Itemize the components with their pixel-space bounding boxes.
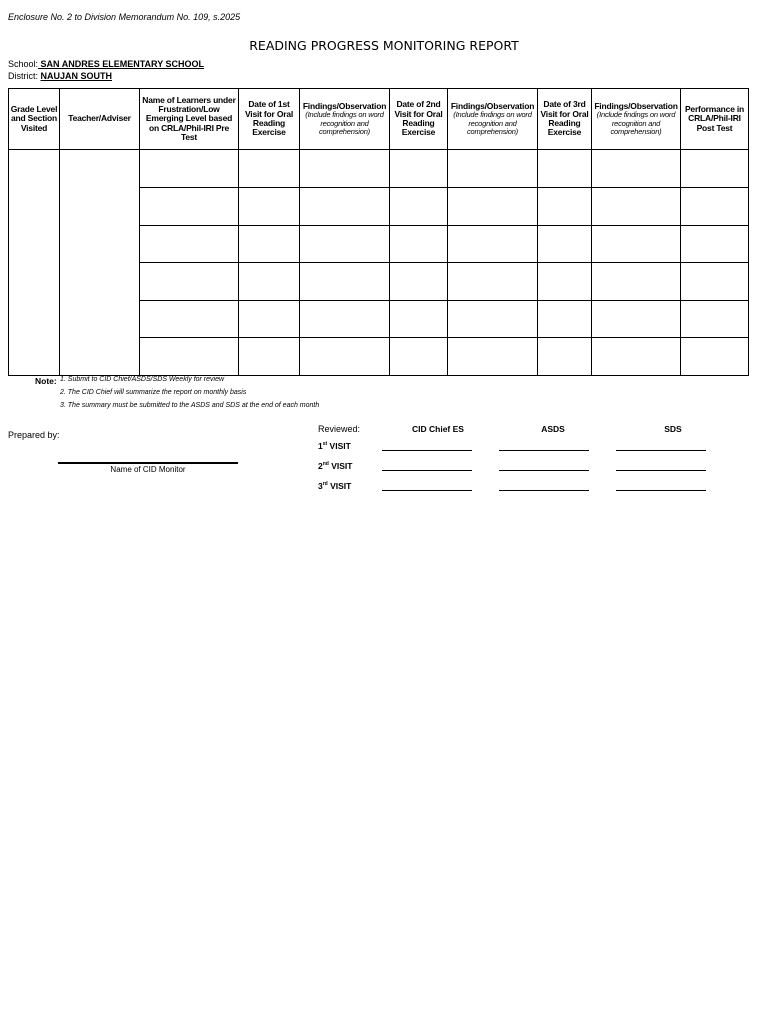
monitor-signature-line [58, 462, 238, 464]
note-item: 1. Submit to CID Chief/ASDS/SDS Weekly for review [60, 376, 225, 383]
table-cell[interactable] [592, 188, 681, 226]
table-cell[interactable] [681, 338, 749, 376]
column-header: Performance in CRLA/Phil-IRI Post Test [681, 89, 749, 150]
table-cell[interactable] [390, 263, 448, 301]
table-cell[interactable] [592, 150, 681, 188]
table-header-row [9, 89, 749, 150]
table-cell[interactable] [140, 338, 239, 376]
table-cell[interactable] [9, 150, 60, 376]
column-header: Date of 2nd Visit for Oral Reading Exercise [390, 89, 448, 150]
reviewer-sds: SDS [664, 424, 682, 434]
school-label: School: [8, 59, 39, 69]
table-cell[interactable] [538, 188, 592, 226]
table-cell[interactable] [538, 225, 592, 263]
reviewer-asds: ASDS [541, 424, 565, 434]
table-cell[interactable] [390, 188, 448, 226]
prepared-by-label: Prepared by: [8, 430, 60, 440]
table-cell[interactable] [239, 188, 300, 226]
table-cell[interactable] [239, 300, 300, 338]
column-header: Date of 3rd Visit for Oral Reading Exercise [538, 89, 592, 150]
table-cell[interactable] [538, 300, 592, 338]
table-cell[interactable] [592, 300, 681, 338]
table-cell[interactable] [681, 188, 749, 226]
table-cell[interactable] [140, 263, 239, 301]
table-cell[interactable] [239, 225, 300, 263]
table-cell[interactable] [140, 225, 239, 263]
table-cell[interactable] [448, 188, 538, 226]
note-item: 2. The CID Chief will summarize the report on monthly basis [60, 389, 247, 396]
monitoring-table [8, 88, 749, 376]
table-cell[interactable] [592, 225, 681, 263]
table-cell[interactable] [140, 188, 239, 226]
table-row [9, 150, 749, 188]
column-header: Grade Level and Section Visited [9, 89, 60, 150]
table-cell[interactable] [538, 263, 592, 301]
signature-line[interactable] [616, 450, 706, 451]
school-line [8, 59, 204, 69]
table-cell[interactable] [390, 338, 448, 376]
reviewed-label: Reviewed: [318, 424, 361, 434]
table-cell[interactable] [538, 338, 592, 376]
table-cell[interactable] [448, 300, 538, 338]
table-cell[interactable] [300, 188, 390, 226]
school-value: SAN ANDRES ELEMENTARY SCHOOL [38, 59, 205, 69]
reviewer-cid-chief: CID Chief ES [412, 424, 464, 434]
visit-1-label: 1st VISIT [318, 441, 351, 451]
table-cell[interactable] [300, 300, 390, 338]
district-value: NAUJAN SOUTH [40, 71, 113, 81]
visit-3-label: 3rd VISIT [318, 481, 352, 491]
table-cell[interactable] [140, 300, 239, 338]
signature-line[interactable] [382, 470, 472, 471]
signature-line[interactable] [382, 490, 472, 491]
table-cell[interactable] [300, 150, 390, 188]
signature-line[interactable] [382, 450, 472, 451]
column-header: Findings/Observation (Include findings on word recognition and comprehension) [592, 89, 681, 150]
report-title: READING PROGRESS MONITORING REPORT [249, 38, 519, 53]
table-cell[interactable] [300, 338, 390, 376]
table-cell[interactable] [448, 338, 538, 376]
table-cell[interactable] [681, 300, 749, 338]
column-header: Name of Learners under Frustration/Low Emerging Level based on CRLA/Phil-IRI Pre Test [140, 89, 239, 150]
table-cell[interactable] [448, 263, 538, 301]
table-cell[interactable] [448, 150, 538, 188]
table-cell[interactable] [681, 263, 749, 301]
column-header: Findings/Observation (Include findings on word recognition and comprehension) [448, 89, 538, 150]
table-cell[interactable] [448, 225, 538, 263]
table-cell[interactable] [239, 263, 300, 301]
column-header: Teacher/Adviser [60, 89, 140, 150]
table-cell[interactable] [592, 338, 681, 376]
table-cell[interactable] [681, 150, 749, 188]
note-label: Note: [35, 376, 57, 386]
column-header: Date of 1st Visit for Oral Reading Exercise [239, 89, 300, 150]
signature-line[interactable] [616, 490, 706, 491]
signature-line[interactable] [499, 470, 589, 471]
table-cell[interactable] [60, 150, 140, 376]
table-cell[interactable] [390, 300, 448, 338]
table-cell[interactable] [239, 338, 300, 376]
enclosure-reference: Enclosure No. 2 to Division Memorandum No. 109, s.2025 [8, 12, 241, 22]
signature-line[interactable] [499, 450, 589, 451]
table-cell[interactable] [592, 263, 681, 301]
table-cell[interactable] [300, 225, 390, 263]
district-label: District: [8, 71, 38, 81]
table-cell[interactable] [239, 150, 300, 188]
district-line [8, 71, 112, 81]
table-cell[interactable] [681, 225, 749, 263]
signature-line[interactable] [499, 490, 589, 491]
table-cell[interactable] [390, 225, 448, 263]
table-cell[interactable] [390, 150, 448, 188]
table-cell[interactable] [538, 150, 592, 188]
table-cell[interactable] [140, 150, 239, 188]
column-header: Findings/Observation (Include findings on word recognition and comprehension) [300, 89, 390, 150]
note-item: 3. The summary must be submitted to the ASDS and SDS at the end of each month [60, 402, 320, 409]
table-cell[interactable] [300, 263, 390, 301]
monitor-name-label: Name of CID Monitor [110, 465, 186, 474]
signature-line[interactable] [616, 470, 706, 471]
visit-2-label: 2nd VISIT [318, 461, 353, 471]
